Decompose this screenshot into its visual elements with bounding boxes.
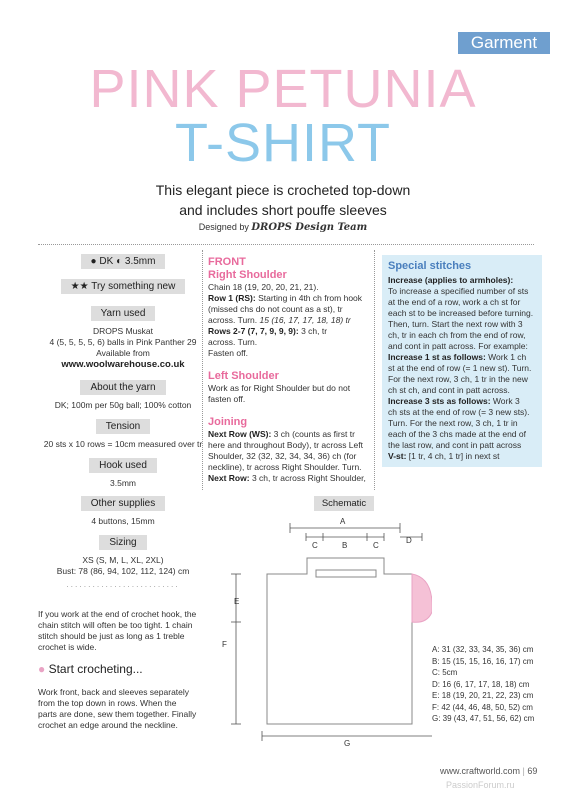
start-text: Work front, back and sleeves separately from the top down in rows. When the parts are done, sew them together. Finally crochet an edge around the neckline. — [38, 687, 197, 730]
designer-credit — [0, 222, 566, 233]
dim-c-right: C — [373, 541, 379, 550]
tension-section: Tension 20 sts x 10 rows = 10cm measured over tr — [43, 421, 203, 449]
start-heading: ● Start crocheting... — [38, 662, 143, 676]
sizing-section: Sizing XS (S, M, L, XL, 2XL) Bust: 78 (86, 94, 102, 112, 124) cm .......................... — [38, 535, 208, 590]
yarn-ball-icon: ● — [90, 256, 97, 267]
column-divider-1 — [202, 250, 203, 490]
dim-g: G — [344, 739, 351, 748]
front-heading: FRONT — [208, 256, 246, 268]
page-footer: www.craftworld.com | 69 — [440, 766, 538, 776]
right-shoulder-heading: Right Shoulder — [208, 269, 287, 281]
dim-a: A — [340, 517, 346, 526]
front-section: FRONT Right Shoulder Chain 18 (19, 20, 20, 21, 21). Row 1 (RS): Starting in 4th ch from hook (missed chs do not count as a st), tr across. Turn. 15 (16, 17, 17, 18, 18) tr Rows 2-7 (7, 7, 9, 9, 9): 3 ch, tr across. Turn. Fasten off. Left Shoulder Work as for Right Shoulder but do not fasten off. Joining Next Row (WS): 3 ch (counts as first tr here and throughout Body), tr across Left Shoulder, 32 (32, 32, 34, 34, 36) ch (for neckline), tr across Right Shoulder. Turn. Next Row: 3 ch, tr across Right Shoulder, — [208, 256, 373, 484]
header-divider — [38, 244, 534, 245]
about-yarn-section: About the yarn DK; 100m per 50g ball; 100% cotton — [54, 382, 192, 410]
title-line-1: PINK PETUNIA — [89, 59, 477, 119]
intro-line-1: This elegant piece is crocheted top-down — [155, 182, 411, 198]
yarn-used-section: Yarn used DROPS Muskat 4 (5, 5, 5, 5, 6) balls in Pink Panther 29 Available from www.woolwarehouse.co.uk — [49, 308, 197, 370]
schematic-diagram — [222, 512, 432, 757]
designer-name: DROPS Design Team — [251, 222, 368, 233]
schematic-key: A: 31 (32, 33, 34, 35, 36) cm B: 15 (15, 15, 16, 16, 17) cm C: 5cm D: 16 (6, 17, 17, 18, 18) cm E: 18 (19, 20, 21, 22, 23) cm F: 42 (44, 46, 48, 50, 52) cm G: 39 (43, 47, 51, 56, 62) cm — [432, 645, 535, 723]
page-number: 69 — [527, 766, 538, 776]
hook-note: If you work at the end of crochet hook, the chain stitch will often be too tight. 1 chain stitch should be just as long as 1 treble crochet is wide. — [38, 609, 197, 652]
left-shoulder-heading: Left Shoulder — [208, 370, 279, 382]
column-divider-2 — [374, 250, 375, 490]
dim-f: F — [222, 640, 227, 649]
special-stitches-heading: Special stitches — [388, 260, 472, 272]
difficulty-badge: ★★ Try something new — [38, 279, 208, 299]
dotted-divider: .......................... — [66, 579, 180, 589]
bullet-icon: ● — [38, 662, 46, 676]
hook-icon: ◐ — [116, 256, 123, 267]
watermark: PassionForum.ru — [446, 780, 515, 790]
special-stitches-box: Special stitches Increase (applies to armholes): To increase a specified number of sts at the end of a row, work a ch st for each st to be increased before turning. Then, turn. Start the next row with 3 ch, tr in each ch from the end of row, and cont in patt across. For example: Increase 1 st as follows: Work 1 ch st at the end of row (= 1 new st). Turn. For the next row, 3 ch, 1 tr in the new ch st ch, and cont in patt across. Increase 3 sts as follows: Work 3 ch sts at the end of row (= 3 new sts). Turn. For the next row, 3 ch, 1 tr in each of the 3 chs made at the end of the last row, and cont in patt across V-st: [1 tr, 4 ch, 1 tr] in next st — [382, 255, 542, 467]
yarn-hook-badge — [38, 254, 208, 274]
dim-e: E — [234, 597, 240, 606]
designed-by-label: Designed by — [198, 222, 249, 232]
intro — [0, 180, 566, 220]
star-icon: ★★ — [70, 281, 89, 292]
joining-heading: Joining — [208, 416, 248, 428]
title-line-2: T-SHIRT — [174, 113, 391, 173]
dim-c-left: C — [312, 541, 318, 550]
category-tag: Garment — [458, 32, 550, 54]
weight-pill: ● DK ◐ 3.5mm — [81, 254, 166, 269]
dim-d: D — [406, 536, 412, 545]
intro-line-2: and includes short pouffe sleeves — [179, 202, 387, 218]
schematic-label: Schematic — [314, 496, 374, 511]
hook-section: Hook used 3.5mm — [38, 458, 208, 489]
supplies-section: Other supplies 4 buttons, 15mm — [38, 496, 208, 527]
dim-b: B — [342, 541, 348, 550]
